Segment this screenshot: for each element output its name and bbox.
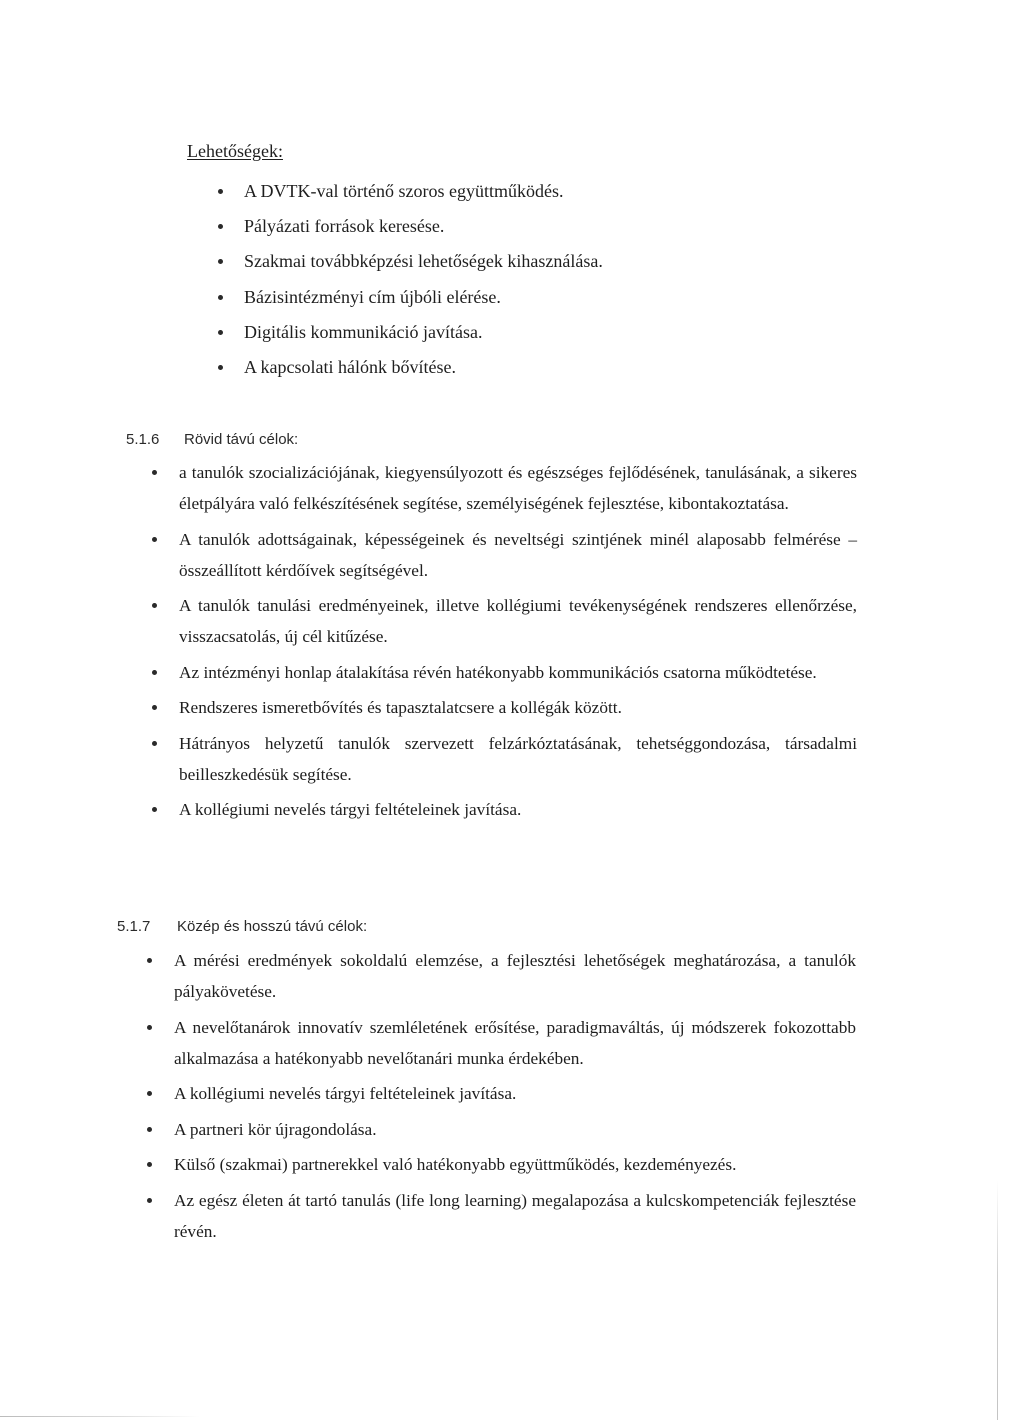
list-item: Hátrányos helyzetű tanulók szervezett felzárkóztatásának, tehetséggondozása, társadalmi beilleszkedésük segítése. — [150, 728, 857, 790]
list-item: a tanulók szocializációjának, kiegyensúlyozott és egészséges fejlődésének, tanulásának, a sikeres életpályára való felkészítésének segítése, személyiségének fejlesztése, kibontakoztatása. — [150, 457, 857, 519]
list-item: Külső (szakmai) partnerekkel való hatékonyabb együttműködés, kezdeményezés. — [145, 1149, 856, 1180]
short-term-goals-list — [150, 457, 857, 830]
scan-edge-bottom — [0, 1416, 200, 1417]
list-item: Szakmai továbbképzési lehetőségek kihasználása. — [210, 244, 603, 279]
scan-edge-right — [997, 1180, 998, 1420]
list-item: A kapcsolati hálónk bővítése. — [210, 350, 603, 385]
opportunities-list — [210, 174, 603, 385]
list-item: Az intézményi honlap átalakítása révén hatékonyabb kommunikációs csatorna működtetése. — [150, 657, 857, 688]
section-516-heading — [126, 431, 299, 448]
section-number: 5.1.7 — [117, 918, 151, 935]
section-title: Rövid távú célok: — [184, 431, 299, 448]
list-item: A kollégiumi nevelés tárgyi feltételeinek javítása. — [145, 1078, 856, 1109]
list-item: A mérési eredmények sokoldalú elemzése, a fejlesztési lehetőségek meghatározása, a tanulók pályakövetése. — [145, 945, 856, 1007]
opportunities-heading: Lehetőségek: — [187, 141, 283, 161]
section-517-heading — [117, 918, 368, 935]
list-item: Pályázati források keresése. — [210, 209, 603, 244]
list-item: Digitális kommunikáció javítása. — [210, 315, 603, 350]
list-item: Bázisintézményi cím újbóli elérése. — [210, 280, 603, 315]
list-item: A partneri kör újragondolása. — [145, 1114, 856, 1145]
list-item: A DVTK-val történő szoros együttműködés. — [210, 174, 603, 209]
mid-long-term-goals-list — [145, 945, 856, 1251]
list-item: Rendszeres ismeretbővítés és tapasztalatcsere a kollégák között. — [150, 692, 857, 723]
list-item: A kollégiumi nevelés tárgyi feltételeinek javítása. — [150, 794, 857, 825]
list-item: A nevelőtanárok innovatív szemléletének erősítése, paradigmaváltás, új módszerek fokozottabb alkalmazása a hatékonyabb nevelőtanári munka érdekében. — [145, 1012, 856, 1074]
list-item: Az egész életen át tartó tanulás (life long learning) megalapozása a kulcskompetenciák fejlesztése révén. — [145, 1185, 856, 1247]
list-item: A tanulók adottságainak, képességeinek és neveltségi szintjének minél alaposabb felmérése – összeállított kérdőívek segítségével. — [150, 524, 857, 586]
section-number: 5.1.6 — [126, 431, 160, 448]
list-item: A tanulók tanulási eredményeinek, illetve kollégiumi tevékenységének rendszeres ellenőrzése, visszacsatolás, új cél kitűzése. — [150, 590, 857, 652]
section-title: Közép és hosszú távú célok: — [177, 918, 368, 935]
